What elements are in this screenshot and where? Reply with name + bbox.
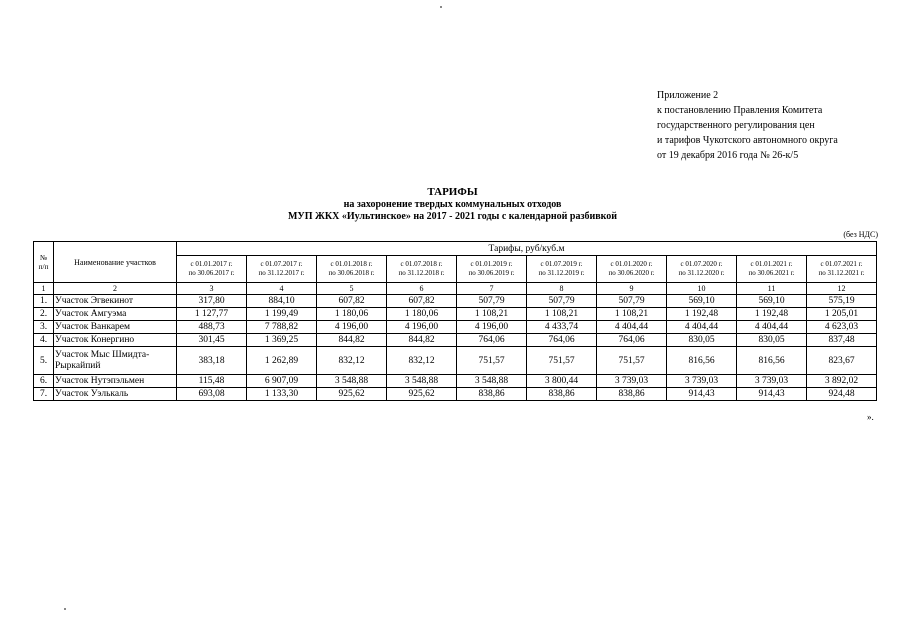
- period-header: с 01.07.2021 г. по 31.12.2021 г.: [807, 256, 877, 283]
- end-mark: ».: [867, 412, 874, 422]
- tariff-value: 569,10: [667, 295, 737, 308]
- tariff-value: 383,18: [177, 347, 247, 375]
- table-row: [34, 321, 877, 334]
- tariff-value: 838,86: [597, 388, 667, 401]
- site-name: Участок Эгвекинот: [54, 295, 177, 308]
- tariff-value: 115,48: [177, 375, 247, 388]
- tariff-value: 1 127,77: [177, 308, 247, 321]
- row-number: 3.: [34, 321, 54, 334]
- table-row: [34, 347, 877, 375]
- column-number: 3: [177, 283, 247, 295]
- tariff-value: 1 108,21: [527, 308, 597, 321]
- tariff-value: 816,56: [667, 347, 737, 375]
- tariff-value: 764,06: [597, 334, 667, 347]
- tariff-value: 1 108,21: [597, 308, 667, 321]
- tariff-value: 507,79: [457, 295, 527, 308]
- tariff-value: 914,43: [667, 388, 737, 401]
- tariff-value: 830,05: [737, 334, 807, 347]
- tariff-value: 1 192,48: [667, 308, 737, 321]
- row-number: 2.: [34, 308, 54, 321]
- tariff-value: 4 404,44: [737, 321, 807, 334]
- tariff-value: 832,12: [317, 347, 387, 375]
- tariff-value: 830,05: [667, 334, 737, 347]
- tariff-value: 693,08: [177, 388, 247, 401]
- appendix-line: Приложение 2: [657, 90, 719, 101]
- tariff-value: 6 907,09: [247, 375, 317, 388]
- tariff-value: 838,86: [527, 388, 597, 401]
- row-number: 7.: [34, 388, 54, 401]
- tariff-value: 4 404,44: [667, 321, 737, 334]
- header-site-name: Наименование участков: [54, 242, 177, 283]
- tariff-value: 816,56: [737, 347, 807, 375]
- table-body: [34, 295, 877, 401]
- title-line-1: ТАРИФЫ: [427, 186, 478, 198]
- tariff-value: 1 369,25: [247, 334, 317, 347]
- tariff-value: 607,82: [387, 295, 457, 308]
- table-row: [34, 295, 877, 308]
- tariff-value: 3 548,88: [317, 375, 387, 388]
- column-number: 1: [34, 283, 54, 295]
- tariff-value: 507,79: [527, 295, 597, 308]
- tariff-value: 1 180,06: [387, 308, 457, 321]
- tariff-value: 3 739,03: [737, 375, 807, 388]
- tariff-value: 844,82: [317, 334, 387, 347]
- tariff-value: 3 739,03: [597, 375, 667, 388]
- tariff-value: 4 196,00: [457, 321, 527, 334]
- appendix-line: и тарифов Чукотского автономного округа: [657, 135, 838, 146]
- tariff-value: 764,06: [527, 334, 597, 347]
- column-number: 2: [54, 283, 177, 295]
- appendix-line: государственного регулирования цен: [657, 120, 815, 131]
- column-number: 5: [317, 283, 387, 295]
- tariff-value: 301,45: [177, 334, 247, 347]
- tariff-value: 925,62: [317, 388, 387, 401]
- tariff-value: 764,06: [457, 334, 527, 347]
- column-number: 11: [737, 283, 807, 295]
- column-number: 4: [247, 283, 317, 295]
- tariff-value: 3 548,88: [457, 375, 527, 388]
- site-name: Участок Нутэпэльмен: [54, 375, 177, 388]
- column-number: 7: [457, 283, 527, 295]
- appendix-block: [657, 88, 838, 163]
- tariff-value: 884,10: [247, 295, 317, 308]
- period-header: с 01.07.2020 г. по 31.12.2020 г.: [667, 256, 737, 283]
- tariff-value: 914,43: [737, 388, 807, 401]
- tariff-value: 4 196,00: [317, 321, 387, 334]
- tariff-value: 751,57: [457, 347, 527, 375]
- period-header: с 01.07.2017 г. по 31.12.2017 г.: [247, 256, 317, 283]
- site-name: Участок Ванкарем: [54, 321, 177, 334]
- tariff-value: 569,10: [737, 295, 807, 308]
- tariff-value: 1 262,89: [247, 347, 317, 375]
- table-row: [34, 334, 877, 347]
- row-number: 1.: [34, 295, 54, 308]
- tariff-value: 838,86: [457, 388, 527, 401]
- tariff-value: 1 133,30: [247, 388, 317, 401]
- site-name: Участок Амгуэма: [54, 308, 177, 321]
- table-row: [34, 375, 877, 388]
- period-header: с 01.01.2019 г. по 30.06.2019 г.: [457, 256, 527, 283]
- tariff-value: 924,48: [807, 388, 877, 401]
- table-row: [34, 388, 877, 401]
- column-number-row: [34, 283, 877, 295]
- period-header: с 01.01.2017 г. по 30.06.2017 г.: [177, 256, 247, 283]
- column-number: 10: [667, 283, 737, 295]
- title-line-3: МУП ЖКХ «Иультинское» на 2017 - 2021 годы с календарной разбивкой: [287, 211, 618, 222]
- header-tariffs: Тарифы, руб/куб.м: [177, 242, 877, 256]
- row-number: 5.: [34, 347, 54, 375]
- column-number: 9: [597, 283, 667, 295]
- tariff-value: 4 196,00: [387, 321, 457, 334]
- column-number: 6: [387, 283, 457, 295]
- column-number: 12: [807, 283, 877, 295]
- tariff-value: 4 623,03: [807, 321, 877, 334]
- table-row: [34, 308, 877, 321]
- tariff-value: 751,57: [527, 347, 597, 375]
- tariff-value: 1 205,01: [807, 308, 877, 321]
- tariff-value: 3 739,03: [667, 375, 737, 388]
- tariff-value: 751,57: [597, 347, 667, 375]
- tariff-value: 823,67: [807, 347, 877, 375]
- site-name: Участок Мыс Шмидта-Рыркайпий: [54, 347, 177, 375]
- tariff-value: 575,19: [807, 295, 877, 308]
- scan-speck: [440, 6, 442, 8]
- tariff-value: 837,48: [807, 334, 877, 347]
- scan-speck: [64, 608, 66, 610]
- appendix-line: от 19 декабря 2016 года № 26-к/5: [657, 150, 799, 161]
- tariff-table: [33, 241, 877, 401]
- period-header: с 01.01.2020 г. по 30.06.2020 г.: [597, 256, 667, 283]
- tariff-value: 1 199,49: [247, 308, 317, 321]
- tariff-value: 507,79: [597, 295, 667, 308]
- row-number: 4.: [34, 334, 54, 347]
- tariff-value: 4 433,74: [527, 321, 597, 334]
- tariff-value: 317,80: [177, 295, 247, 308]
- header-number: № п/п: [34, 242, 54, 283]
- appendix-line: к постановлению Правления Комитета: [657, 105, 823, 116]
- site-name: Участок Уэлькаль: [54, 388, 177, 401]
- period-header: с 01.01.2021 г. по 30.06.2021 г.: [737, 256, 807, 283]
- tariff-value: 844,82: [387, 334, 457, 347]
- tariff-value: 1 192,48: [737, 308, 807, 321]
- vat-note: (без НДС): [843, 230, 878, 239]
- tariff-value: 7 788,82: [247, 321, 317, 334]
- tariff-value: 925,62: [387, 388, 457, 401]
- period-header: с 01.01.2018 г. по 30.06.2018 г.: [317, 256, 387, 283]
- tariff-value: 488,73: [177, 321, 247, 334]
- tariff-value: 832,12: [387, 347, 457, 375]
- row-number: 6.: [34, 375, 54, 388]
- period-header: с 01.07.2018 г. по 31.12.2018 г.: [387, 256, 457, 283]
- title-line-2: на захоронение твердых коммунальных отходов: [343, 199, 562, 210]
- tariff-value: 3 800,44: [527, 375, 597, 388]
- column-number: 8: [527, 283, 597, 295]
- tariff-value: 3 892,02: [807, 375, 877, 388]
- tariff-value: 3 548,88: [387, 375, 457, 388]
- tariff-value: 1 180,06: [317, 308, 387, 321]
- period-header: с 01.07.2019 г. по 31.12.2019 г.: [527, 256, 597, 283]
- tariff-value: 607,82: [317, 295, 387, 308]
- site-name: Участок Конергино: [54, 334, 177, 347]
- tariff-value: 4 404,44: [597, 321, 667, 334]
- document-title: [0, 186, 905, 223]
- tariff-value: 1 108,21: [457, 308, 527, 321]
